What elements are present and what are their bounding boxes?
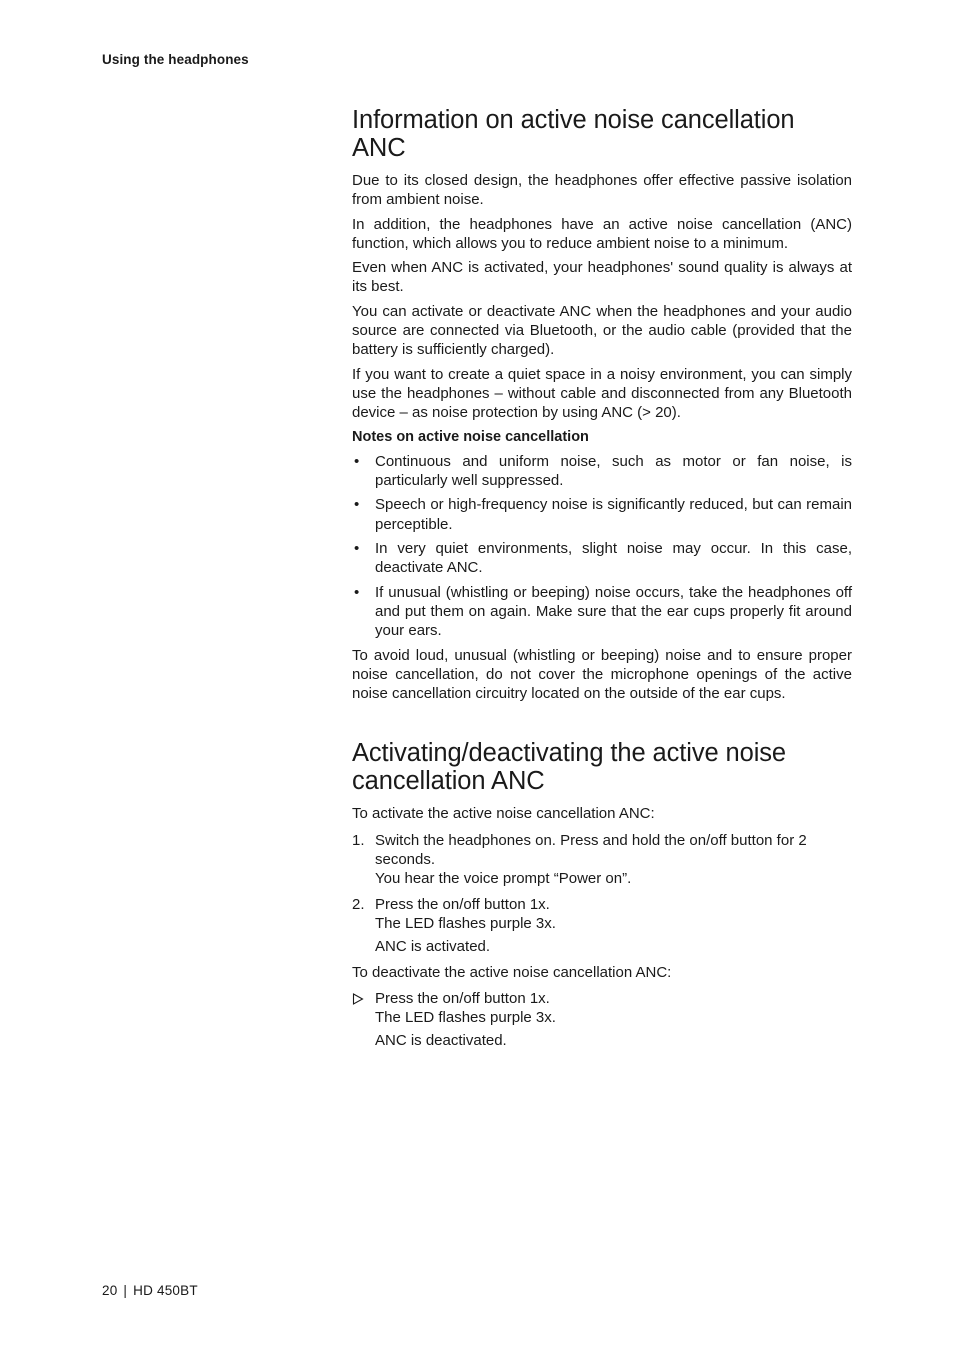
notes-heading: Notes on active noise cancellation: [352, 428, 589, 445]
footer-separator: |: [123, 1283, 128, 1298]
paragraph: You can activate or deactivate ANC when the headphones and your audio source are connected via Bluetooth, or the audio cable (provided that the battery is sufficiently charged).: [352, 302, 852, 359]
step-outcome: ANC is activated.: [375, 938, 491, 956]
paragraph: Even when ANC is activated, your headphones' sound quality is always at its best.: [352, 259, 852, 296]
list-item-text: If unusual (whistling or beeping) noise occurs, take the headphones off and put them on again. Make sure that the ear cups properly fit around your ears.: [375, 583, 852, 640]
step-outcome: ANC is deactivated.: [375, 1032, 507, 1050]
paragraph: To avoid loud, unusual (whistling or beeping) noise and to ensure proper noise cancellation, do not cover the microphone openings of the active noise cancellation circuitry located on the outside of the ear cups.: [352, 646, 852, 703]
paragraph: Due to its closed design, the headphones offer effective passive isolation from ambient noise.: [352, 172, 852, 209]
list-item: [352, 495, 852, 534]
step-result: The LED flashes purple 3x.: [375, 1009, 556, 1027]
bullet-icon: •: [354, 540, 360, 558]
model-name: HD 450BT: [133, 1283, 198, 1298]
step-number: 1.: [352, 831, 365, 849]
step-number: 2.: [352, 895, 365, 913]
step-result: You hear the voice prompt “Power on”.: [375, 870, 632, 888]
step-item: [352, 895, 852, 957]
step-item: [352, 831, 852, 889]
running-footer: [102, 1283, 198, 1298]
step-text: Switch the headphones on. Press and hold the on/off button for 2 seconds.: [375, 831, 807, 869]
bullet-icon: •: [354, 496, 360, 514]
activate-steps: [352, 831, 852, 957]
step-item: [352, 989, 852, 1051]
bullet-icon: •: [354, 452, 360, 470]
list-item: [352, 583, 852, 641]
list-item-text: Continuous and uniform noise, such as motor or fan noise, is particularly well suppressed.: [375, 452, 852, 490]
triangle-right-icon: [352, 993, 364, 1005]
activate-intro: To activate the active noise cancellation ANC:: [352, 805, 655, 823]
section-title: Information on active noise cancellation ANC: [352, 106, 795, 162]
paragraph: If you want to create a quiet space in a noisy environment, you can simply use the headphones – without cable and disconnected from any Bluetooth device – as noise protection by using ANC (> 20).: [352, 365, 852, 422]
notes-list: [352, 452, 852, 641]
section-title: Activating/deactivating the active noise cancellation ANC: [352, 739, 787, 796]
step-text: Press the on/off button 1x.: [375, 895, 550, 913]
section-anc-toggle: [352, 739, 852, 1050]
step-text: Press the on/off button 1x.: [375, 989, 550, 1007]
section-anc-info: [352, 106, 852, 703]
deactivate-steps: [352, 989, 852, 1051]
main-content: [352, 106, 852, 1057]
list-item-text: Speech or high-frequency noise is significantly reduced, but can remain perceptible.: [375, 496, 852, 533]
running-header: Using the headphones: [102, 52, 249, 67]
list-item: [352, 539, 852, 578]
step-result: The LED flashes purple 3x.: [375, 914, 556, 932]
deactivate-intro: To deactivate the active noise cancellation ANC:: [352, 963, 672, 981]
list-item-text: In very quiet environments, slight noise may occur. In this case, deactivate ANC.: [375, 540, 852, 577]
paragraph: In addition, the headphones have an active noise cancellation (ANC) function, which allows you to reduce ambient noise to a minimum.: [352, 215, 852, 252]
bullet-icon: •: [354, 583, 360, 601]
page-number: 20: [102, 1283, 118, 1298]
list-item: [352, 452, 852, 491]
